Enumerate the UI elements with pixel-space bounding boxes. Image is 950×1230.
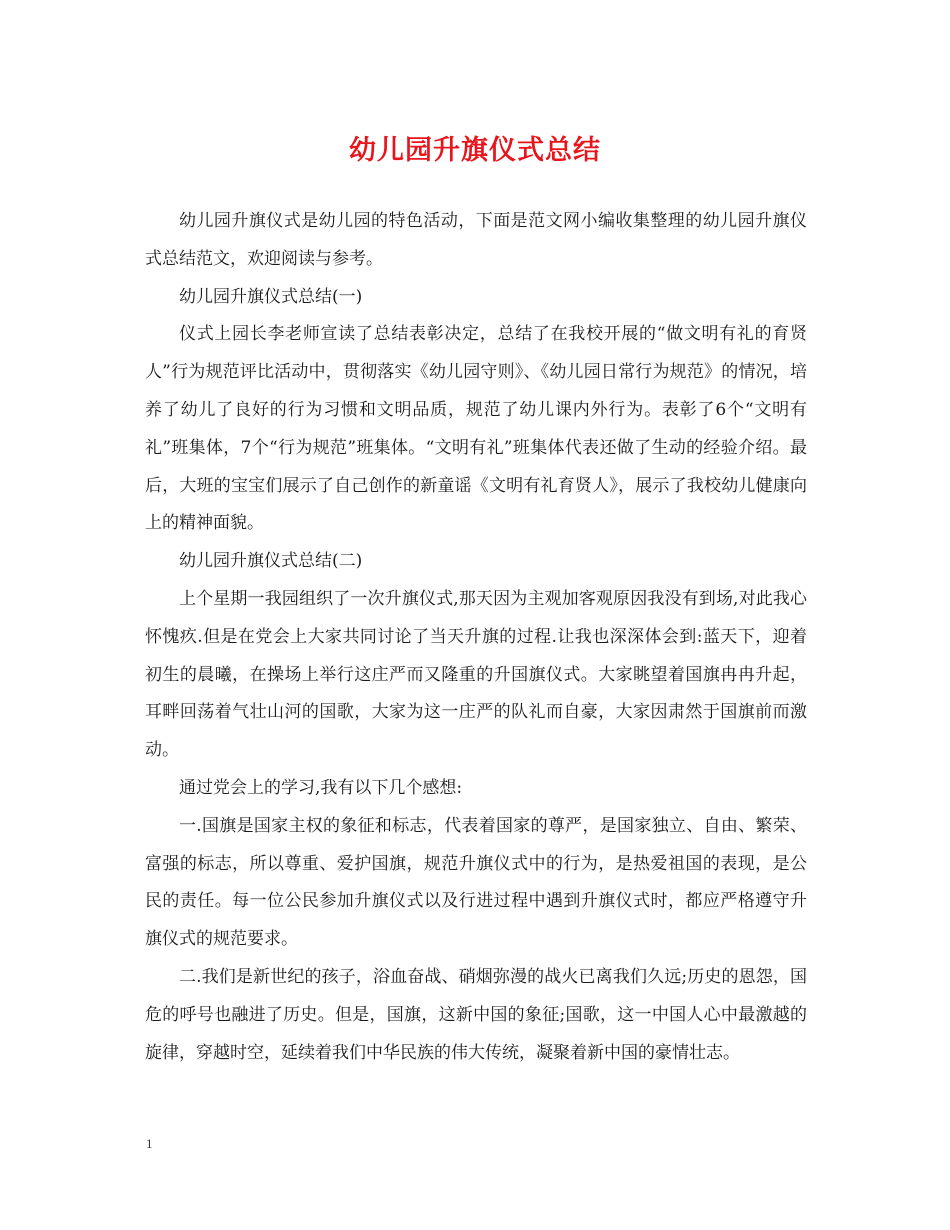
document-title: 幼儿园升旗仪式总结 [349,135,601,166]
paragraph-summary-one: 仪式上园长李老师宣读了总结表彰决定，总结了在我校开展的“做文明有礼的育贤人”行为规范评比活动中，贯彻落实《幼儿园守则》、《幼儿园日常行为规范》的情况，培养了幼儿了良好的行为习惯和文明品质，规范了幼儿课内外行为。表彰了6个“文明有礼”班集体，7个“行为规范”班集体。“文明有礼”班集体代表还做了生动的经验介绍。最后，大班的宝宝们展示了自己创作的新童谣《文明有礼育贤人》，展示了我校幼儿健康向上的精神面貌。 [145,324,807,534]
page-number: 1 [146,1136,153,1151]
section-heading-two: 幼儿园升旗仪式总结(二) [179,551,363,572]
paragraph-point-one: 一.国旗是国家主权的象征和标志，代表着国家的尊严，是国家独立、自由、繁荣、富强的标志，所以尊重、爱护国旗，规范升旗仪式中的行为，是热爱祖国的表现，是公民的责任。每一位公民参加升旗仪式以及行进过程中遇到升旗仪式时，都应严格遵守升旗仪式的规范要求。 [145,815,807,950]
paragraph-reflection-intro: 通过党会上的学习,我有以下几个感想: [179,777,463,798]
document-body [145,203,807,1072]
paragraph-point-two: 二.我们是新世纪的孩子，浴血奋战、硝烟弥漫的战火已离我们久远;历史的恩怨，国危的呼号也融进了历史。但是，国旗，这新中国的象征;国歌，这一中国人心中最激越的旋律，穿越时空，延续着我们中华民族的伟大传统，凝聚着新中国的豪情壮志。 [145,966,807,1063]
paragraph-intro: 幼儿园升旗仪式是幼儿园的特色活动，下面是范文网小编收集整理的幼儿园升旗仪式总结范文，欢迎阅读与参考。 [145,211,807,269]
paragraph-summary-two: 上个星期一我园组织了一次升旗仪式,那天因为主观加客观原因我没有到场,对此我心怀愧疚.但是在党会上大家共同讨论了当天升旗的过程.让我也深深体会到:蓝天下，迎着初生的晨曦，在操场上举行这庄严而又隆重的升国旗仪式。大家眺望着国旗冉冉升起，耳畔回荡着气壮山河的国歌，大家为这一庄严的队礼而自豪，大家因肃然于国旗前而激动。 [145,588,807,761]
section-heading-one: 幼儿园升旗仪式总结(一) [179,286,363,307]
